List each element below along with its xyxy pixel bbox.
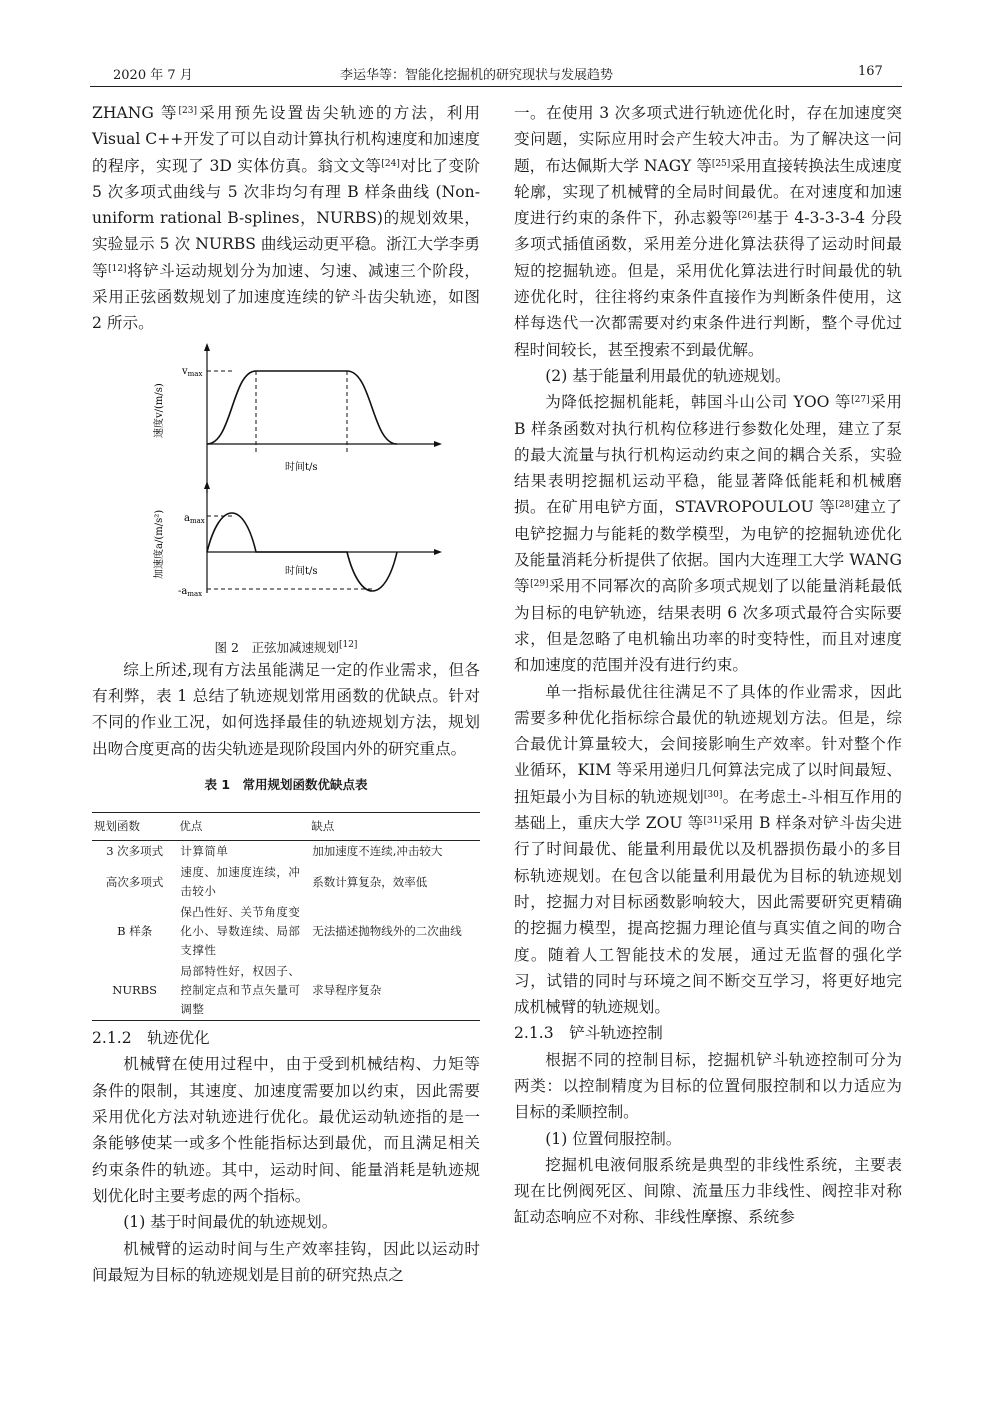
bottom-x-label: 时间t/s	[285, 565, 318, 577]
table-cell: 求导程序复杂	[312, 983, 382, 998]
top-y-label: 速度v/(m/s)	[154, 382, 165, 438]
table-cell: 系数计算复杂，效率低	[312, 874, 428, 889]
header-date: 2020 年 7 月	[113, 68, 193, 83]
table-row	[92, 902, 480, 961]
bottom-x-arrow	[434, 549, 442, 555]
table-row	[92, 961, 480, 1021]
header-page-number: 167	[858, 64, 883, 79]
table-cell: 高次多项式	[105, 874, 164, 889]
right-column	[514, 100, 902, 1231]
table-cell: NURBS	[112, 983, 158, 998]
table-row	[92, 841, 480, 863]
citation[interactable]: [28]	[835, 500, 854, 511]
citation[interactable]: [30]	[703, 789, 723, 800]
header-title: 李运华等：智能化挖掘机的研究现状与发展趋势	[340, 68, 614, 83]
amin-label: $-a_{max}$	[178, 585, 203, 598]
table-header-cell: 规划函数	[94, 819, 140, 834]
citation[interactable]: [24]	[381, 158, 400, 169]
table-header-cell: 缺点	[311, 819, 335, 834]
list-item: (1) 位置伺服控制。	[545, 1129, 682, 1148]
table-cell: 3 次多项式	[106, 844, 164, 859]
planning-function-table	[92, 812, 480, 1021]
bottom-y-arrow	[204, 481, 210, 489]
citation[interactable]: [12]	[108, 263, 127, 274]
citation[interactable]: [12]	[338, 639, 358, 650]
citation[interactable]: [26]	[738, 211, 757, 222]
top-x-arrow	[434, 441, 442, 447]
paragraph: 根据不同的控制目标，挖掘机铲斗轨迹控制可分为两类：以控制精度为目标的位置伺服控制和以力适应为目标的柔顺控制。	[514, 1050, 902, 1122]
amax-label: $a_{max}$	[184, 512, 205, 525]
table-cell: 计算简单	[180, 844, 229, 859]
top-x-label: 时间t/s	[285, 461, 318, 473]
table-caption: 表 1 常用规划函数优缺点表	[204, 776, 368, 792]
citation[interactable]: [31]	[703, 816, 722, 827]
list-item: (2) 基于能量利用最优的轨迹规划。	[545, 366, 791, 385]
section-heading: 2.1.2 轨迹优化	[92, 1029, 210, 1048]
table-cell: 无法描述抛物线外的二次曲线	[312, 924, 462, 939]
table-header-row	[92, 813, 480, 841]
paragraph: 为降低挖掘机能耗，韩国斗山公司 YOO 等[27]采用 B 样条函数对执行机构位移进行参数化处理，建立了泵的最大流量与执行机构运动约束之间的耦合关系，实验结果表明挖掘机运动平稳，能显著降低能耗和机械磨损。在矿用电铲方面，STAVROPOULOU 等[28]建立了电铲挖掘力与能耗的数学模型，为电铲的挖掘轨迹优化及能量消耗分析提供了依据。国内大连理工大学 WANG 等[29]采用不同幂次的高阶多项式规划了以能量消耗最低为目标的电铲轨迹，结果表明 6 次多项式最符合实际要求，但是忽略了电机输出功率的时变特性，而且对速度和加速度的范围并没有进行约束。	[514, 393, 902, 675]
paragraph: 机械臂在使用过程中，由于受到机械结构、力矩等条件的限制，其速度、加速度需要加以约束，因此需要采用优化方法对轨迹进行优化。最优运动轨迹指的是一条能够使某一或多个性能指标达到最优，而且满足相关约束条件的轨迹。其中，运动时间、能量消耗是轨迹规划优化时主要考虑的两个指标。	[92, 1055, 480, 1205]
sine-acceleration-plot	[92, 343, 480, 639]
velocity-curve	[207, 371, 397, 444]
figure-caption: 图 2 正弦加减速规划[12]	[214, 639, 358, 655]
table-cell: B 样条	[117, 924, 153, 939]
paragraph: 一。在使用 3 次多项式进行轨迹优化时，存在加速度突变问题，实际应用时会产生较大冲击。为了解决这一问题，布达佩斯大学 NAGY 等[25]采用直接转换法生成速度轮廓，实现了机械臂的全局时间最优。在对速度和加速度进行约束的条件下，孙志毅等[26]基于 4-3-3-3-4 分段多项式插值函数，采用差分进化算法获得了运动时间最短的挖掘轨迹。但是，采用优化算法进行时间最优的轨迹优化时，往往将约束条件直接作为判断条件使用，这样每迭代一次都需要对约束条件进行判断，整个寻优过程时间较长，甚至搜索不到最优解。	[514, 104, 902, 359]
left-column	[92, 100, 480, 1288]
citation[interactable]: [23]	[178, 106, 198, 116]
table-cell: 加加速度不连续,冲击较大	[312, 844, 443, 859]
vmax-label: $v_{max}$	[182, 365, 203, 378]
paragraph: 挖掘机电液伺服系统是典型的非线性系统，主要表现在比例阀死区、间隙、流量压力非线性、阀控非对称缸动态响应不对称、非线性摩擦、系统参	[514, 1155, 902, 1227]
paragraph: 综上所述,现有方法虽能满足一定的作业需求，但各有利弊，表 1 总结了轨迹规划常用函数的优缺点。针对不同的作业工况，如何选择最佳的轨迹规划方法，规划出吻合度更高的齿尖轨迹是现阶段国内外的研究重点。	[92, 660, 480, 758]
bottom-y-label: 加速度a/(m/s²)	[154, 509, 165, 579]
header-rule	[90, 86, 902, 87]
citation[interactable]: [29]	[530, 579, 549, 590]
paragraph: 机械臂的运动时间与生产效率挂钩，因此以运动时间最短为目标的轨迹规划是目前的研究热点之	[92, 1239, 480, 1284]
table-row	[92, 862, 480, 902]
paragraph: 单一指标最优往往满足不了具体的作业需求，因此需要多种优化指标综合最优的轨迹规划方法。但是，综合最优计算量较大，会间接影响生产效率。针对整个作业循环，KIM 等采用递归几何算法完成了以时间最短、扭矩最小为目标的轨迹规划[30]。在考虑土-斗相互作用的基础上，重庆大学 ZOU 等[31]采用 B 样条对铲斗齿尖进行了时间最优、能量利用最优以及机器损伤最小的多目标轨迹规划。在包含以能量利用最优为目标的轨迹规划时，挖掘力对目标函数影响较大，因此需要研究更精确的挖掘力模型，提高挖掘力理论值与真实值之间的吻合度。随着人工智能技术的发展，通过无监督的强化学习，试错的同时与环境之间不断交互学习，将更好地完成机械臂的轨迹规划。	[514, 682, 902, 1017]
table-cell: 保凸性好、关节角度变化小、导数连续、局部支撑性	[180, 905, 301, 958]
section-heading: 2.1.3 铲斗轨迹控制	[514, 1024, 663, 1043]
table-cell: 速度、加速度连续，冲击较小	[180, 865, 301, 899]
table-header-cell: 优点	[179, 819, 203, 834]
list-item: (1) 基于时间最优的轨迹规划。	[123, 1213, 338, 1232]
paragraph: ZHANG 等[23]采用预先设置齿尖轨迹的方法，利用 Visual C++开发了可以自动计算执行机构速度和加速度的程序，实现了 3D 实体仿真。翁文文等[24]对比了变阶 5 次多项式曲线与 5 次非均匀有理 B 样条曲线 (Non-uniform rational B-splines，NURBS)的规划效果，实验显示 5 次 NURBS 曲线运动更平稳。浙江大学李勇等[12]将铲斗运动规划分为加速、匀速、减速三个阶段，采用正弦函数规划了加速度连续的铲斗齿尖轨迹，如图 2 所示。	[92, 104, 480, 333]
figure-2	[92, 343, 480, 639]
citation[interactable]: [27]	[851, 395, 870, 406]
table-cell: 局部特性好，权因子、控制定点和节点矢量可调整	[180, 964, 301, 1017]
citation[interactable]: [25]	[711, 158, 731, 169]
top-y-arrow	[204, 343, 210, 351]
